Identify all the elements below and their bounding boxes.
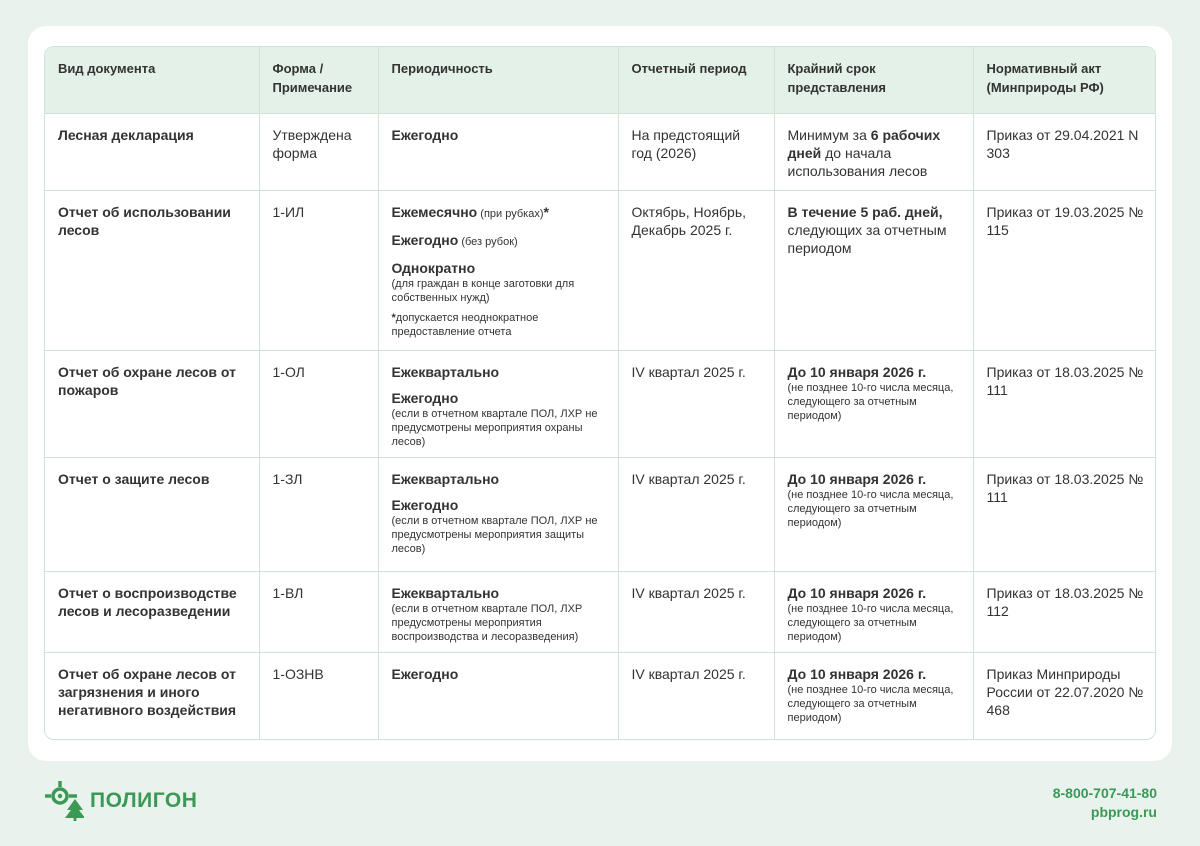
brand-logo[interactable]: [44, 780, 197, 822]
deadline-cell: [774, 350, 973, 457]
deadline-cell: [774, 190, 973, 350]
deadline-cell: [774, 652, 973, 740]
deadline-pre: Минимум за: [787, 126, 871, 143]
periodicity-note: (если в отчетном квартале ПОЛ, ЛХР предусмотрены мероприятия воспроизводства и лесоразведения): [391, 602, 583, 643]
form-cell: 1-ЗЛ: [259, 457, 378, 571]
doc-type-cell: Лесная декларация: [45, 113, 259, 190]
deadline-note: (не позднее 10-го числа месяца, следующего за отчетным периодом): [787, 602, 954, 643]
deadline-bold: До 10 января 2026 г.: [787, 584, 927, 601]
form-cell: 1-ОЛ: [259, 350, 378, 457]
periodicity-line: [392, 259, 606, 305]
report-period-cell: IV квартал 2025 г.: [618, 457, 774, 571]
footnote-mark: *: [543, 203, 549, 220]
header-doc-type: Вид документа: [45, 47, 259, 113]
periodicity-line: [392, 203, 606, 223]
footnote-text: допускается неоднократное предоставление отчета: [391, 311, 539, 338]
crosshair-tree-logo-icon: [44, 780, 84, 822]
table-row: [45, 113, 1156, 190]
header-report-period: Отчетный период: [618, 47, 774, 113]
periodicity-yearly: Ежегодно: [391, 665, 459, 682]
footnote-mark: *: [391, 311, 396, 324]
phone-link[interactable]: 8-800-707-41-80: [1052, 785, 1157, 801]
deadline-bold: В течение 5 раб. дней,: [787, 203, 943, 220]
deadline-bold: До 10 января 2026 г.: [787, 665, 927, 682]
doc-type-cell: Отчет об использовании лесов: [45, 190, 259, 350]
legal-act-cell: Приказ от 19.03.2025 № 115: [973, 190, 1156, 350]
report-period-cell: IV квартал 2025 г.: [618, 571, 774, 652]
periodicity-quarterly: Ежеквартально: [391, 363, 500, 380]
table-row: [45, 350, 1156, 457]
form-cell: 1-ИЛ: [259, 190, 378, 350]
periodicity-quarterly: Ежеквартально: [391, 470, 500, 487]
deadline-post: до начала использования лесов: [787, 144, 928, 179]
deadline-bold: 6 рабочих дней: [787, 126, 941, 161]
form-cell: Утверждена форма: [259, 113, 378, 190]
periodicity-quarterly: Ежеквартально: [391, 584, 500, 601]
deadline-bold: До 10 января 2026 г.: [787, 363, 927, 380]
table-row: [45, 652, 1156, 740]
header-legal-act: Нормативный акт (Минприроды РФ): [973, 47, 1156, 113]
table-header-row: [45, 47, 1156, 113]
periodicity-cell: [378, 113, 618, 190]
periodicity-once: Однократно: [391, 259, 476, 276]
report-period-cell: На предстоящий год (2026): [618, 113, 774, 190]
deadline-cell: [774, 457, 973, 571]
periodicity-cell: [378, 350, 618, 457]
legal-act-cell: Приказ от 18.03.2025 № 112: [973, 571, 1156, 652]
header-deadline: Крайний срок представления: [774, 47, 973, 113]
legal-act-cell: Приказ Минприроды России от 22.07.2020 № 468: [973, 652, 1156, 740]
brand-name: ПОЛИГОН: [90, 789, 198, 812]
periodicity-note: (для граждан в конце заготовки для собственных нужд): [391, 277, 575, 304]
report-period-cell: Октябрь, Ноябрь, Декабрь 2025 г.: [618, 190, 774, 350]
deadline-bold: До 10 января 2026 г.: [787, 470, 927, 487]
periodicity-cell: [378, 457, 618, 571]
table-row: [45, 190, 1156, 350]
periodicity-cell: [378, 190, 618, 350]
website-link[interactable]: pbprog.ru: [1090, 804, 1157, 820]
header-periodicity: Периодичность: [378, 47, 618, 113]
doc-type-cell: Отчет о защите лесов: [45, 457, 259, 571]
form-cell: 1-ОЗНВ: [259, 652, 378, 740]
table-row: [45, 571, 1156, 652]
report-period-cell: IV квартал 2025 г.: [618, 652, 774, 740]
legal-act-cell: Приказ от 29.04.2021 N 303: [973, 113, 1156, 190]
periodicity-note: (если в отчетном квартале ПОЛ, ЛХР не предусмотрены мероприятия защиты лесов): [391, 514, 598, 555]
periodicity-note: (при рубках): [477, 207, 544, 220]
periodicity-monthly: Ежемесячно: [391, 203, 478, 220]
contacts-block: [1053, 784, 1157, 822]
header-form: Форма / Примечание: [259, 47, 378, 113]
periodicity-note: (если в отчетном квартале ПОЛ, ЛХР не предусмотрены мероприятия охраны лесов): [391, 407, 598, 448]
periodicity-yearly: Ежегодно: [391, 389, 459, 406]
doc-type-cell: Отчет об охране лесов от загрязнения и иного негативного воздействия: [45, 652, 259, 740]
periodicity-yearly: Ежегодно: [391, 496, 459, 513]
deadline-note: (не позднее 10-го числа месяца, следующего за отчетным периодом): [787, 683, 954, 724]
doc-type-cell: Отчет о воспроизводстве лесов и лесоразведении: [45, 571, 259, 652]
table-row: [45, 457, 1156, 571]
legal-act-cell: Приказ от 18.03.2025 № 111: [973, 457, 1156, 571]
deadline-note: (не позднее 10-го числа месяца, следующего за отчетным периодом): [787, 381, 954, 422]
deadline-note: (не позднее 10-го числа месяца, следующего за отчетным периодом): [787, 488, 954, 529]
periodicity-yearly: Ежегодно: [391, 231, 459, 248]
legal-act-cell: Приказ от 18.03.2025 № 111: [973, 350, 1156, 457]
periodicity-main: Ежегодно: [391, 126, 459, 143]
deadline-post: следующих за отчетным периодом: [787, 221, 947, 256]
footnote: [392, 311, 606, 339]
deadline-cell: [774, 113, 973, 190]
form-cell: 1-ВЛ: [259, 571, 378, 652]
report-period-cell: IV квартал 2025 г.: [618, 350, 774, 457]
doc-type-cell: Отчет об охране лесов от пожаров: [45, 350, 259, 457]
reporting-table: [44, 46, 1156, 740]
periodicity-cell: [378, 571, 618, 652]
periodicity-line: [392, 231, 606, 251]
periodicity-note: (без рубок): [458, 235, 518, 248]
deadline-cell: [774, 571, 973, 652]
periodicity-cell: [378, 652, 618, 740]
